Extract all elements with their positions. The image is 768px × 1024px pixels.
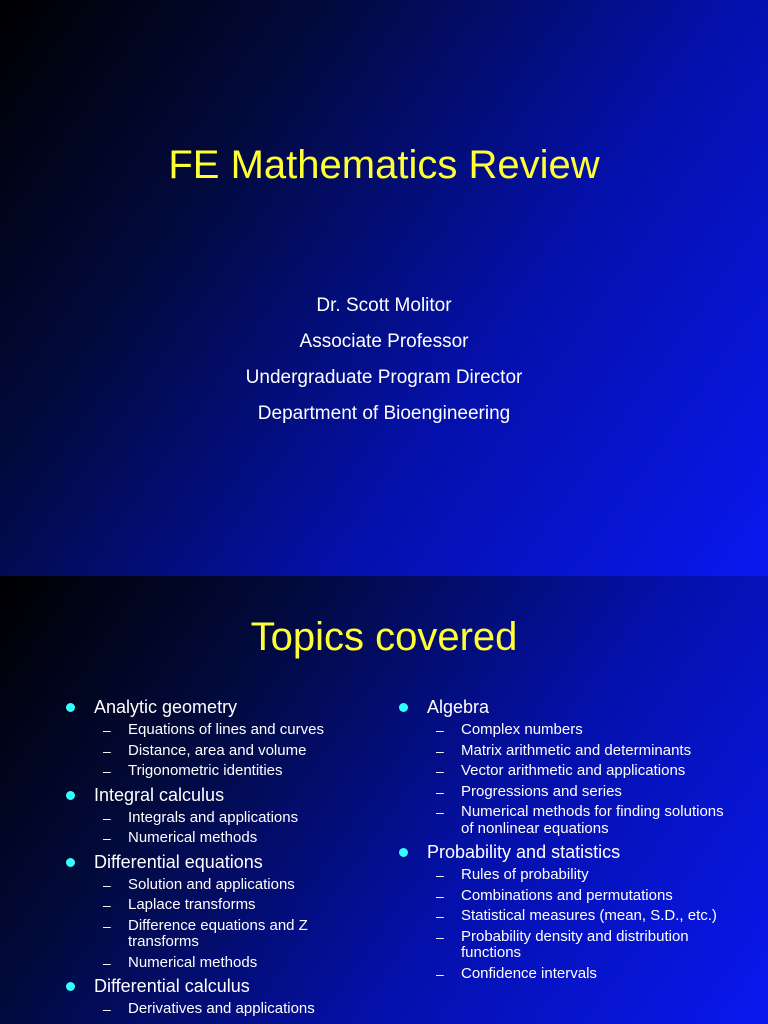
dash-icon: – — [436, 867, 444, 883]
subtopic-list — [94, 877, 382, 972]
dash-icon: – — [436, 928, 444, 945]
topic-label: Algebra — [427, 697, 490, 717]
subtopic-item — [94, 897, 382, 914]
subtopic-list — [94, 810, 382, 847]
subtopic-item — [94, 722, 382, 739]
subtopic-item — [427, 867, 725, 884]
subtopic-list — [94, 1001, 382, 1018]
dash-icon: – — [103, 742, 111, 759]
subtopic-list — [94, 722, 382, 780]
subtopic-item — [94, 763, 382, 780]
dash-icon: – — [103, 809, 111, 826]
dash-icon: – — [436, 908, 444, 924]
subtopic-label: Difference equations and Z transforms — [128, 916, 308, 950]
dash-icon: – — [436, 783, 444, 800]
dash-icon: – — [436, 965, 444, 982]
bullet-icon — [66, 858, 75, 867]
subtopic-label: Progressions and series — [461, 782, 622, 800]
presenter-position: Associate Professor — [299, 331, 469, 352]
bullet-icon — [66, 982, 75, 991]
topic-differential-equations — [62, 851, 382, 972]
subtopic-label: Combinations and permutations — [461, 886, 673, 904]
dash-icon: – — [103, 897, 111, 913]
topic-analytic-geometry — [62, 696, 382, 780]
subtopic-label: Trigonometric identities — [128, 762, 283, 779]
topic-integral-calculus — [62, 784, 382, 847]
bullet-icon — [399, 848, 408, 857]
topics-right-column — [395, 696, 725, 986]
topics-left-column — [62, 696, 382, 1022]
presenter-info — [0, 288, 768, 432]
subtopic-item — [427, 743, 725, 760]
subtopic-label: Complex numbers — [461, 721, 583, 738]
subtopic-item — [427, 888, 725, 905]
slide-title: Topics covered — [250, 615, 518, 659]
subtopic-item — [94, 955, 382, 972]
subtopic-item — [427, 908, 725, 925]
subtopic-item — [94, 743, 382, 760]
subtopic-item — [427, 722, 725, 739]
subtopic-label: Matrix arithmetic and determinants — [461, 741, 692, 759]
dash-icon: – — [436, 742, 444, 759]
subtopic-item — [94, 918, 382, 951]
subtopic-label: Confidence intervals — [461, 964, 597, 982]
topic-label: Differential calculus — [94, 976, 250, 996]
topic-label: Analytic geometry — [94, 697, 238, 717]
presenter-role: Undergraduate Program Director — [245, 367, 523, 388]
subtopic-item — [94, 810, 382, 827]
subtopic-item — [427, 804, 725, 837]
subtopic-label: Statistical measures (mean, S.D., etc.) — [461, 907, 717, 924]
subtopic-label: Integrals and applications — [128, 808, 299, 826]
subtopic-label: Numerical methods — [128, 829, 258, 846]
dash-icon: – — [103, 722, 111, 738]
presenter-name: Dr. Scott Molitor — [316, 295, 452, 316]
dash-icon: – — [103, 1001, 111, 1017]
slide-title: FE Mathematics Review — [168, 143, 600, 187]
subtopic-label: Equations of lines and curves — [128, 721, 324, 738]
dash-icon: – — [103, 830, 111, 846]
bullet-icon — [399, 703, 408, 712]
subtopic-label: Solution and applications — [128, 875, 295, 893]
subtopic-item — [427, 784, 725, 801]
topics-slide — [0, 576, 768, 1024]
subtopic-item — [94, 1001, 382, 1018]
topic-label: Integral calculus — [94, 784, 225, 805]
dash-icon: – — [436, 722, 444, 738]
bullet-icon — [66, 703, 75, 712]
topic-label: Differential equations — [94, 851, 263, 872]
dash-icon: – — [103, 954, 111, 971]
dash-icon: – — [436, 804, 444, 820]
topic-differential-calculus — [62, 975, 382, 1018]
subtopic-item — [427, 929, 725, 962]
dash-icon: – — [103, 876, 111, 893]
subtopic-item — [427, 763, 725, 780]
subtopic-item — [94, 877, 382, 894]
subtopic-label: Distance, area and volume — [128, 741, 307, 759]
subtopic-label: Derivatives and applications — [128, 1000, 315, 1017]
dash-icon: – — [436, 763, 444, 779]
subtopic-item — [427, 966, 725, 983]
dash-icon: – — [436, 887, 444, 904]
dash-icon: – — [103, 917, 111, 934]
subtopic-label: Rules of probability — [461, 866, 589, 883]
bullet-icon — [66, 791, 75, 800]
topic-probability-and-statistics — [395, 841, 725, 982]
topic-algebra — [395, 696, 725, 837]
subtopic-label: Numerical methods for finding solutions of nonlinear equations — [461, 803, 724, 837]
subtopic-label: Numerical methods — [128, 953, 258, 971]
subtopic-list — [427, 722, 725, 837]
subtopic-list — [427, 867, 725, 982]
presenter-department: Department of Bioengineering — [257, 403, 511, 424]
subtopic-label: Probability density and distribution functions — [461, 927, 689, 961]
dash-icon: – — [103, 763, 111, 779]
subtopic-label: Vector arithmetic and applications — [461, 762, 686, 779]
topic-label: Probability and statistics — [427, 842, 621, 862]
subtopic-label: Laplace transforms — [128, 896, 256, 913]
subtopic-item — [94, 830, 382, 847]
